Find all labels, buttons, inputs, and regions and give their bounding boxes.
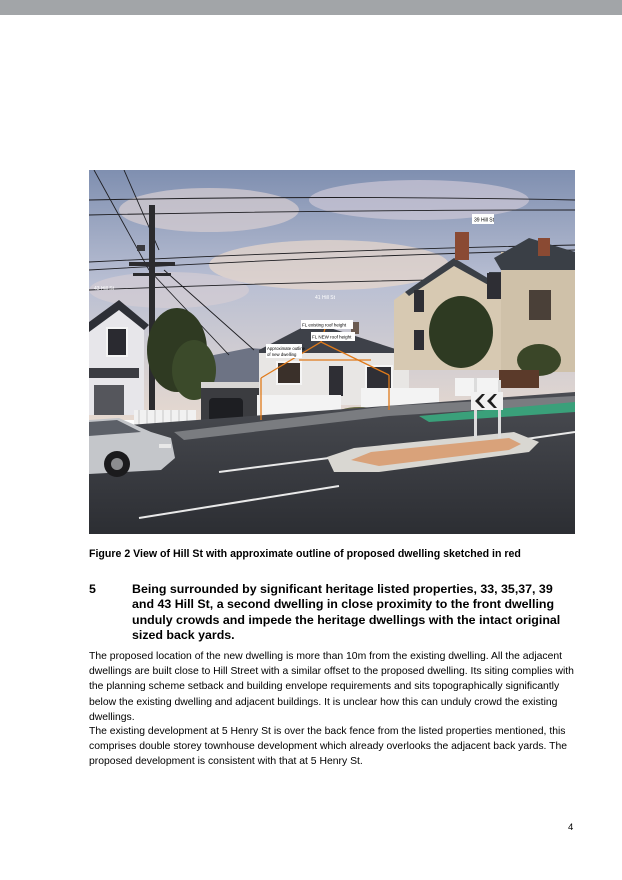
label-41-hill-st: 41 Hill St [315, 295, 336, 301]
header-bar [0, 0, 622, 15]
paragraph: The proposed location of the new dwelling is more than 10m from the existing dwelling. All the adjacent dwellings are built close to Hill Street with a similar offset to the proposed dwelling. Its siting complies with the planning scheme setback and building envelope requirements and sits topographically significantly below the existing dwelling and adjacent buildings. It is unclear how this can unduly crowd the existing dwellings. [89, 651, 574, 723]
label-outline-line2: of new dwelling [267, 352, 297, 357]
label-43-hill-st: 43 Hill St [94, 286, 115, 292]
label-39-hill-st: 39 Hill St [474, 217, 495, 224]
street-photo [89, 170, 575, 534]
figure-caption: Figure 2 View of Hill St with approximate outline of proposed dwelling sketched in red [89, 548, 521, 560]
label-existing-roof-height: FL existing roof height [302, 322, 347, 328]
label-outline-line1: Approximate outline [267, 346, 305, 351]
section-number: 5 [89, 582, 96, 596]
page-number: 4 [568, 822, 574, 833]
label-new-roof-height: FL NEW roof height [312, 334, 352, 340]
section-heading-text: Being surrounded by significant heritage listed properties, 33, 35,37, 39 and 43 Hill St, a second dwelling in close proximity to the front dwelling unduly crowds and impede the heritage dwellings with the intact original sized back yards. [132, 582, 561, 642]
paragraph: The existing development at 5 Henry St is over the back fence from the listed properties mentioned, this comprises double storey townhouse development which already overlooks the adjacent back yards. The proposed development is consistent with that at 5 Henry St. [89, 726, 568, 768]
